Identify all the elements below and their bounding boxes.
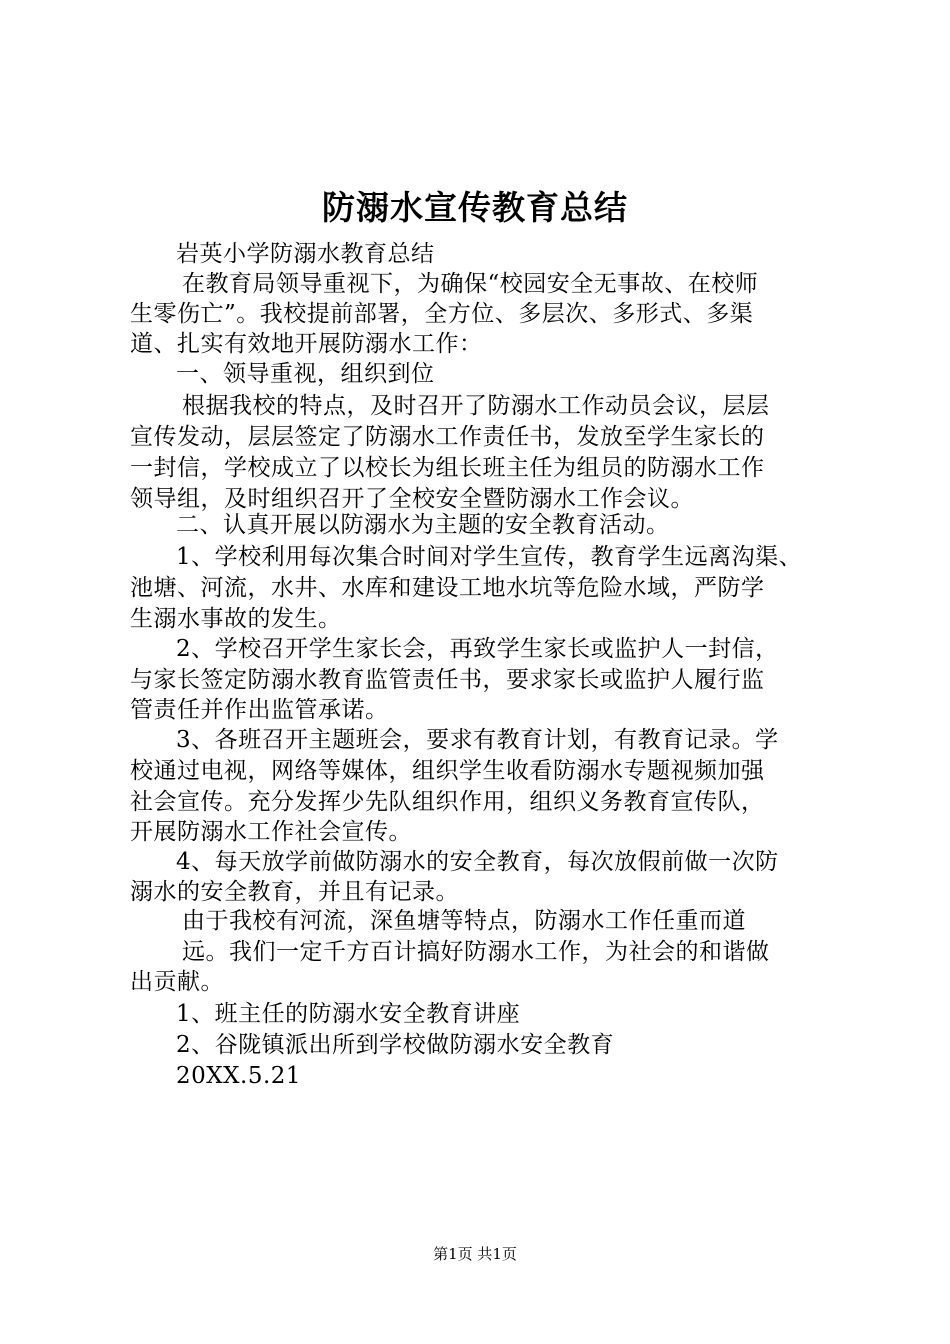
text-line: 岩英小学防溺水教育总结 (176, 241, 435, 267)
text-line: 1、学校利用每次集合时间对学生宣传，教育学生远离沟渠、 (176, 544, 803, 570)
text-line: 根据我校的特点，及时召开了防溺水工作动员会议，层层 (182, 393, 770, 419)
document-title: 防溺水宣传教育总结 (322, 188, 628, 227)
text-line: 领导组，及时组织召开了全校安全暨防溺水工作会议。 (130, 486, 694, 512)
text-line: 一封信，学校成立了以校长为组长班主任为组员的防溺水工作 (130, 455, 765, 481)
text-line: 3、各班召开主题班会，要求有教育计划，有教育记录。学 (176, 727, 779, 753)
page-number-footer: 第1页 共1页 (433, 1245, 517, 1263)
text-line: 开展防溺水工作社会宣传。 (130, 819, 412, 845)
text-line: 2、学校召开学生家长会，再致学生家长或监护人一封信， (176, 636, 779, 662)
text-line: 与家长签定防溺水教育监管责任书，要求家长或监护人履行监 (130, 667, 765, 693)
text-line: 溺水的安全教育，并且有记录。 (130, 879, 459, 905)
text-line: 社会宣传。充分发挥少先队组织作用，组织义务教育宣传队， (130, 789, 765, 815)
text-line: 校通过电视，网络等媒体，组织学生收看防溺水专题视频加强 (130, 758, 765, 784)
text-line: 出贡献。 (130, 969, 224, 995)
text-line: 一、领导重视，组织到位 (176, 361, 435, 387)
text-line: 宣传发动，层层签定了防溺水工作责任书，发放至学生家长的 (130, 424, 765, 450)
text-line: 池塘、河流，水井、水库和建设工地水坑等危险水域，严防学 (130, 575, 765, 601)
text-line: 在教育局领导重视下，为确保“校园安全无事故、在校师 (182, 271, 759, 297)
text-line: 远。我们一定千方百计搞好防溺水工作，为社会的和谐做 (182, 939, 770, 965)
text-line: 4、每天放学前做防溺水的安全教育，每次放假前做一次防 (176, 849, 779, 875)
text-line: 2、谷陇镇派出所到学校做防溺水安全教育 (176, 1032, 615, 1058)
text-line: 二、认真开展以防溺水为主题的安全教育活动。 (176, 512, 670, 538)
text-line: 道、扎实有效地开展防溺水工作： (130, 331, 483, 357)
text-line: 由于我校有河流，深鱼塘等特点，防溺水工作任重而道 (182, 908, 746, 934)
text-line: 生零伤亡”。我校提前部署，全方位、多层次、多形式、多渠 (130, 301, 754, 327)
text-line: 1、班主任的防溺水安全教育讲座 (176, 1001, 521, 1027)
text-line: 生溺水事故的发生。 (130, 606, 342, 632)
document-date: 20XX.5.21 (176, 1063, 302, 1089)
text-line: 管责任并作出监管承诺。 (130, 697, 389, 723)
